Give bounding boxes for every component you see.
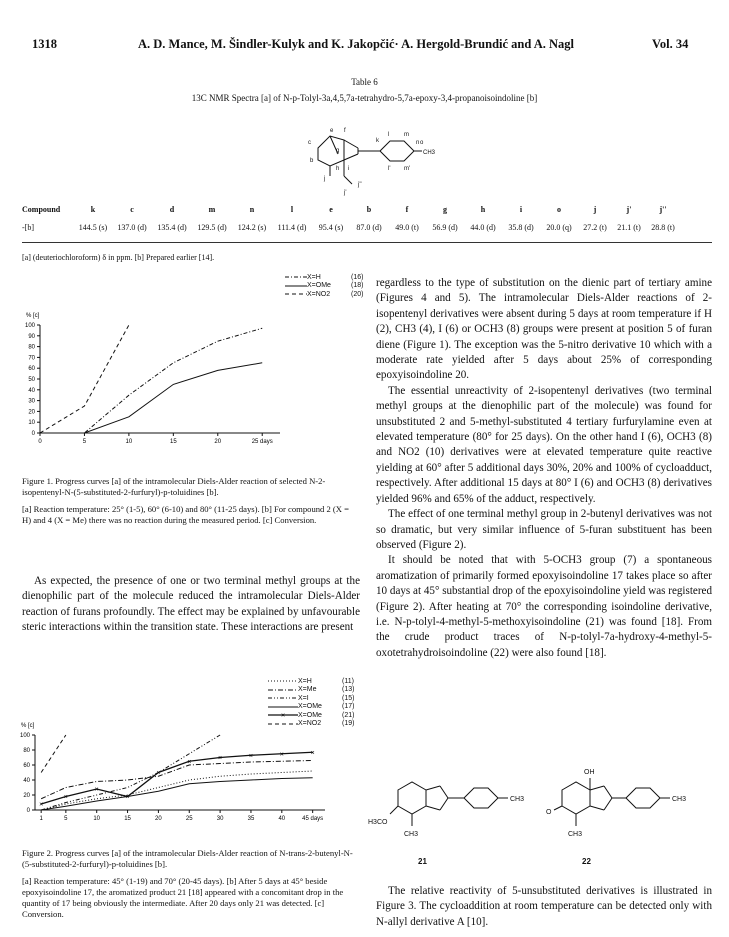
figure1-chart — [15, 295, 295, 450]
table-cell: 44.0 (d) — [470, 222, 496, 232]
legend-number: (18) — [351, 282, 364, 290]
series-marker: × — [248, 752, 254, 760]
s21-sub-ch3-tolyl: CH3 — [510, 796, 525, 803]
volume-label: Vol. 34 — [652, 37, 689, 51]
col-header: j'' — [659, 204, 667, 214]
x-tick-label: 0 — [38, 439, 42, 445]
y-tick-label: 20 — [28, 409, 35, 416]
atom-label-n: n — [416, 140, 420, 146]
y-axis-title: % [c] — [21, 723, 35, 729]
y-tick-label: 60 — [23, 763, 30, 769]
atom-label-c: c — [308, 140, 311, 146]
s21-sub-methoxy: H3CO — [368, 819, 388, 826]
svg-text:×: × — [280, 712, 286, 719]
atom-label-l-prime: l' — [388, 166, 391, 172]
series-marker: × — [218, 755, 223, 762]
x-tick-label: 5 — [82, 439, 87, 445]
legend-number: (11) — [342, 677, 354, 685]
y-tick-label: 100 — [19, 733, 30, 739]
col-header: Compound — [22, 204, 61, 214]
x-tick-label: 35 — [247, 816, 255, 822]
series-line — [40, 363, 262, 433]
s22-sub-oh: OH — [584, 769, 595, 776]
s21-sub-ch3-ring: CH3 — [404, 831, 419, 838]
atom-label-j-double-prime: j'' — [358, 182, 362, 188]
series-marker: × — [279, 751, 284, 759]
col-header: l — [290, 204, 294, 214]
series-marker: × — [94, 786, 99, 794]
legend-label: X=OMe — [298, 703, 322, 711]
col-header: h — [480, 204, 486, 214]
y-tick-label: 90 — [28, 333, 35, 340]
col-header: b — [366, 204, 372, 214]
table-cell: 135.4 (d) — [157, 222, 187, 232]
y-tick-label: 40 — [23, 778, 30, 784]
figure1-legend — [285, 273, 363, 299]
table-footnote: [a] (deuteriochloroform) δ in ppm. [b] Prepared earlier [14]. — [22, 253, 215, 262]
atom-label-k: k — [376, 138, 379, 144]
x-tick-label: 40 — [278, 816, 286, 822]
col-header: j' — [626, 204, 632, 214]
atom-label-b: b — [310, 158, 314, 164]
legend-label: X=OMe — [298, 711, 322, 719]
series-line — [41, 735, 223, 810]
running-authors: A. D. Mance, M. Šindler-Kulyk and K. Jakopčić· A. Hergold-Brundić and A. Nagl — [138, 37, 575, 51]
legend-label: X=NO2 — [298, 720, 322, 728]
atom-label-e: e — [330, 128, 334, 134]
bottom-right-text — [376, 884, 712, 930]
table-cell: 27.2 (t) — [583, 222, 607, 232]
y-tick-label: 30 — [28, 398, 35, 405]
structure-22-label: 22 — [582, 857, 591, 866]
s22-sub-ch3-ring: CH3 — [568, 831, 583, 838]
y-tick-label: 80 — [23, 748, 30, 754]
legend-label: X=Me — [298, 686, 317, 694]
figure2-caption: Figure 2. Progress curves [a] of the intramolecular Diels-Alder reaction of N-trans-2-butenyl-N-(5-substituted-2-furfuryl)-p-toluidines [b]. — [22, 848, 353, 869]
x-tick-label: 20 — [155, 816, 162, 822]
table-cell: 28.8 (t) — [651, 222, 675, 232]
figure2-caption-block — [22, 848, 360, 926]
table-row — [22, 221, 712, 233]
figure1-caption: Figure 1. Progress curves [a] of the intramolecular Diels-Alder reaction of selected N-2-isopentenyl-N-(5-substituted-2-furfuryl)-p-toluidines [b]. — [22, 476, 326, 497]
series-line — [41, 735, 66, 773]
table-structure-diagram — [300, 110, 460, 200]
x-tick-label: 15 — [124, 816, 131, 822]
table-cell: 124.2 (s) — [237, 222, 267, 232]
atom-label-g: g — [336, 148, 340, 154]
col-header: c — [130, 204, 134, 214]
series-marker: × — [63, 794, 68, 801]
right-paragraph: The essential unreactivity of 2-isopentenyl derivatives (two terminal methyl groups at the dienophilic part of the molecule) was found for unsubstituted 2 and 5-methyl-substituted 4 tertiary furfurylamine even at elevated temperature (80° for 25 days). On the other hand I (6), OCH3 (8) and NO2 (10) derivatives were at elevated temperature quite reactive yielding at 60° after 5 additional days 30%, 20% and 100% of cycloadduct, respectively. After additional 15 days at 80° I (6) and OCH3 (8) derivatives yielded 96% and 65% of the adduct, respectively. — [376, 384, 712, 505]
table-cell: 137.0 (d) — [117, 222, 147, 232]
figure2-chart — [10, 695, 330, 835]
col-header: i — [519, 204, 523, 214]
figure2-notes: [a] Reaction temperature: 45° (1-19) and 70° (20-45 days). [b] After 5 days at 45° beside epoxyisoindoline 17, the aromatized product 21 [18] appeared with a concomitant drop in the quantity of 17 being obviously the intermediate. After 20 days only 21 was detected. [c] Conversion. — [22, 876, 344, 919]
s22-sub-ch3-tolyl: CH3 — [672, 796, 687, 803]
x-tick-label: 45 days — [302, 816, 324, 822]
x-tick-label: 10 — [93, 816, 101, 822]
s22-sub-oxo: O — [546, 809, 552, 816]
y-tick-label: 0 — [26, 808, 30, 814]
atom-label-i: i — [348, 166, 350, 172]
atom-label-j-prime: j' — [344, 190, 347, 196]
legend-number: (13) — [342, 686, 355, 694]
atom-label-m-prime: m' — [404, 166, 411, 172]
legend-label: X=NO2 — [307, 290, 331, 298]
table-cell: 87.0 (d) — [356, 222, 382, 232]
y-axis-title: % [c] — [26, 313, 40, 319]
col-header: g — [443, 204, 447, 214]
nmr-table — [22, 203, 712, 233]
series-line — [40, 328, 262, 433]
right-paragraph: The effect of one terminal methyl group in 2-butenyl derivatives was not so dramatic, but very similar influence of 5-furan substituent has been observed (Figure 2). — [376, 508, 712, 551]
x-tick-label: 25 — [185, 816, 193, 822]
series-marker: × — [156, 770, 161, 777]
series-marker: × — [310, 749, 315, 757]
figure1-notes: [a] Reaction temperature: 25° (1-5), 60° (6-10) and 80° (11-25 days). [b] For compound 2 (X = H) and 4 (X = Me) there was no reaction during the measured period. [c] Conversion. — [22, 504, 349, 525]
series-marker: × — [187, 758, 192, 766]
legend-number: (20) — [351, 290, 364, 298]
col-header: d — [169, 204, 175, 214]
col-header: j — [593, 204, 597, 214]
atom-label-f: f — [344, 128, 346, 134]
structures-21-22 — [368, 752, 713, 872]
x-tick-label: 30 — [216, 816, 224, 822]
table-cell: 111.4 (d) — [277, 222, 307, 232]
x-tick-label: 5 — [64, 816, 68, 822]
x-tick-label: 15 — [169, 439, 177, 445]
col-header: m — [208, 204, 216, 214]
legend-label: X=H — [298, 677, 312, 685]
table-cell: 20.0 (q) — [546, 222, 572, 232]
x-tick-label: 1 — [39, 816, 43, 822]
series-marker: × — [39, 801, 44, 809]
table-header-row — [22, 203, 712, 215]
atom-label-ch3: CH3 — [423, 150, 436, 156]
left-paragraph: As expected, the presence of one or two terminal methyl groups at the dienophilic part of the molecule reduced the intramolecular Diels-Alder reaction of furans profoundly. The effect may be explained by unfavourable steric interactions within the transition state. These interactions are present — [22, 575, 360, 634]
atom-label-m: m — [404, 132, 409, 138]
y-tick-label: 80 — [28, 344, 35, 351]
legend-number: (21) — [342, 711, 355, 719]
table-rule — [22, 242, 712, 243]
y-tick-label: 10 — [28, 420, 35, 427]
table-cell: 35.8 (d) — [508, 222, 534, 232]
table-subtitle: 13C NMR Spectra [a] of N-p-Tolyl-3a,4,5,7a-tetrahydro-5,7a-epoxy-3,4-propanoisoindoline [b] — [191, 93, 538, 103]
table-cell: 129.5 (d) — [197, 222, 227, 232]
atom-label-h: h — [336, 166, 340, 172]
table-cell: 21.1 (t) — [617, 222, 641, 232]
x-tick-label: 25 days — [251, 439, 273, 445]
col-header: f — [405, 204, 409, 214]
x-tick-label: 10 — [125, 439, 133, 445]
atom-label-j: j — [324, 176, 326, 182]
right-paragraph: regardless to the type of substitution on the dienic part of tertiary amine (Figures 4 and 5). The intramolecular Diels-Alder reactions of 2-isopentenyl derivatives were absent during 5 days at room temperature if H (2), CH3 (4), I (6) or OCH3 (8) groups were present at position 5 of furan diene (Figure 1). The exception was the 5-nitro derivative 10 which with a moderate rate yielded after 5 days about 25% of corresponding epoxyisoindoline 20. — [376, 277, 712, 382]
series-line — [41, 771, 312, 810]
table-cell: 144.5 (s) — [78, 222, 108, 232]
col-header: k — [90, 204, 96, 214]
col-header: e — [329, 204, 333, 214]
table-title: Table 6 — [351, 77, 378, 87]
x-tick-label: 20 — [214, 439, 222, 445]
series-line — [40, 325, 129, 433]
y-tick-label: 40 — [28, 387, 35, 394]
y-tick-label: 50 — [28, 377, 35, 383]
page-number: 1318 — [32, 37, 57, 51]
y-tick-label: 70 — [28, 355, 35, 362]
legend-number: (16) — [351, 273, 364, 281]
legend-label: X=H — [307, 273, 321, 281]
right-paragraph: It should be noted that with 5-OCH3 group (7) a spontaneous aromatization of primarily formed epoxyisoindoline 17 takes place so after 10 days at 45° substantial drop of the epoxyisoindoline yield was registered (Figure 2). After heating at 70° the corresponding isoindoline derivative, i.e. N-p-tolyl-4-methyl-5-methoxyisoindoline (21) was found [18]. From the crude product traces of N-p-tolyl-7a-hydroxy-4-methyl-5-oxotetrahydroisoindoline (22) were also found [18]. — [376, 554, 712, 659]
table-cell: 49.0 (t) — [395, 222, 419, 232]
right-column-text — [376, 276, 712, 661]
series-line — [41, 752, 312, 804]
legend-number: (17) — [342, 703, 355, 711]
table-cell: 56.9 (d) — [432, 222, 458, 232]
table-cell: -[b] — [22, 222, 34, 232]
atom-label-l: l — [388, 132, 390, 138]
y-tick-label: 100 — [24, 323, 35, 329]
left-column-text — [22, 574, 360, 636]
col-header: n — [249, 204, 255, 214]
right-paragraph: The relative reactivity of 5-unsubstituted derivatives is illustrated in Figure 3. The cycloaddition at room temperature can be detected only with N-allyl derivative A [10]. — [376, 885, 712, 928]
structure-21-label: 21 — [418, 857, 427, 866]
table-cell: 95.4 (s) — [318, 222, 344, 232]
legend-label: X=I — [298, 694, 309, 702]
legend-number: (19) — [342, 720, 355, 728]
y-tick-label: 0 — [31, 431, 35, 437]
legend-label: X=OMe — [307, 282, 331, 290]
series-marker: × — [125, 794, 130, 801]
y-tick-label: 20 — [23, 793, 30, 799]
figure1-caption-block — [22, 476, 360, 532]
atom-label-o: o — [420, 140, 424, 146]
y-tick-label: 60 — [28, 366, 35, 373]
col-header: o — [557, 204, 561, 214]
legend-number: (15) — [342, 694, 355, 702]
